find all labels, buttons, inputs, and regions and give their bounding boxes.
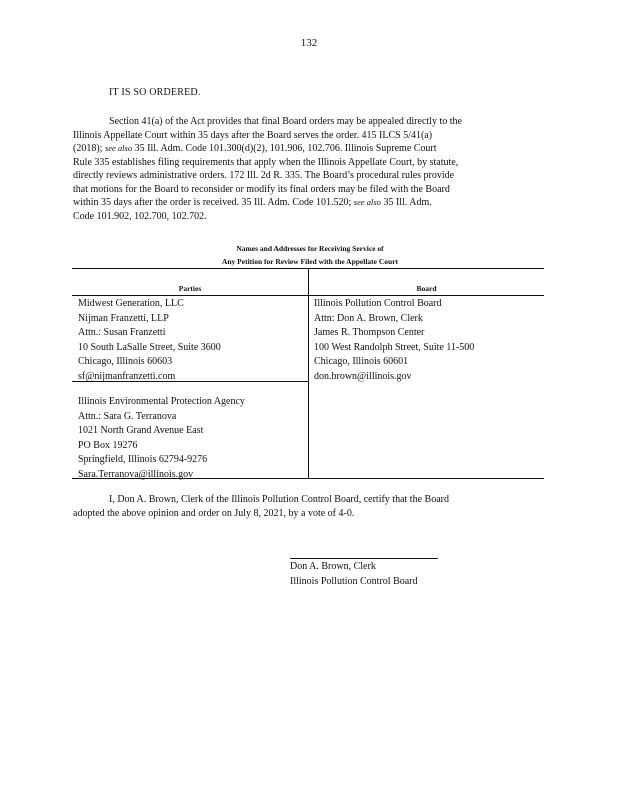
citation-text: (2018); (73, 143, 105, 154)
paragraph-line: Section 41(a) of the Act provides that final Board orders may be appealed directly to the (109, 116, 462, 127)
parties-header: Parties (178, 284, 202, 293)
paragraph-line: Rule 335 establishes filing requirements that apply when the Illinois Appellate Court, by statute, (73, 156, 459, 168)
signer-name: Don A. Brown, Clerk (290, 561, 376, 572)
signature-line (290, 558, 438, 559)
signature-block (290, 560, 418, 589)
board-name: Illinois Pollution Control Board (314, 298, 442, 309)
service-table-caption (160, 242, 460, 268)
paragraph-line: Code 101.902, 102.700, 102.702. (73, 210, 207, 222)
paragraph-line: I, Don A. Brown, Clerk of the Illinois Pollution Control Board, certify that the Board (109, 494, 449, 505)
signer-organization: Illinois Pollution Control Board (290, 575, 418, 587)
party-firm: Nijman Franzetti, LLP (78, 312, 169, 324)
board-email: don.brown@illinois.gov (314, 370, 412, 382)
appeal-rights-paragraph (73, 115, 535, 223)
party-attn: Attn.: Susan Franzetti (78, 327, 166, 338)
party-city: Springfield, Illinois 62794-9276 (78, 454, 208, 465)
board-street: 100 West Randolph Street, Suite 11-500 (314, 341, 475, 353)
board-attn: Attn: Don A. Brown, Clerk (314, 312, 423, 324)
paragraph-line (73, 142, 535, 156)
party-email: sf@nijmanfranzetti.com (78, 370, 176, 382)
party-name: Midwest Generation, LLC (78, 298, 184, 309)
service-table (72, 268, 544, 479)
see-also-signal: see also (104, 143, 133, 153)
citation-text: within 35 days after the order is received. 35 Ill. Adm. Code 101.520; (73, 197, 354, 208)
see-also-signal: see also (353, 197, 381, 207)
page-number: 132 (300, 37, 318, 49)
board-header: Board (416, 284, 437, 293)
paragraph-line: that motions for the Board to reconsider or modify its final orders may be filed with the Board (73, 183, 450, 195)
citation-text: 35 Ill. Adm. (380, 197, 432, 208)
column-divider (308, 269, 309, 478)
caption-line: Names and Addresses for Receiving Service of (236, 244, 384, 253)
board-city: Chicago, Illinois 60601 (314, 356, 409, 367)
party-email: Sara.Terranova@illinois.gov (78, 468, 194, 480)
party-street: 1021 North Grand Avenue East (78, 425, 204, 436)
paragraph-line: Illinois Appellate Court within 35 days after the Board serves the order. 415 ILCS 5/41(a) (73, 129, 433, 141)
paragraph-line: adopted the above opinion and order on July 8, 2021, by a vote of 4-0. (73, 507, 355, 519)
ordered-statement: IT IS SO ORDERED. (109, 87, 201, 98)
party-attn: Attn.: Sara G. Terranova (78, 410, 177, 422)
certification-paragraph (73, 493, 535, 520)
paragraph-line (73, 196, 535, 210)
header-divider (72, 295, 544, 296)
paragraph-line: directly reviews administrative orders. 172 Ill. 2d R. 335. The Board’s procedural rules provide (73, 170, 455, 181)
board-building: James R. Thompson Center (314, 327, 425, 338)
party-name: Illinois Environmental Protection Agency (78, 396, 245, 407)
board-address (314, 297, 474, 384)
party-address-iepa (78, 395, 245, 482)
party-city: Chicago, Illinois 60603 (78, 356, 173, 367)
caption-line: Any Petition for Review Filed with the Appellate Court (221, 257, 399, 266)
party-address-midwest (78, 297, 221, 384)
party-po-box: PO Box 19276 (78, 439, 138, 451)
party-street: 10 South LaSalle Street, Suite 3600 (78, 341, 221, 353)
citation-text: 35 Ill. Adm. Code 101.300(d)(2), 101.906, 102.706. Illinois Supreme Court (132, 143, 437, 154)
